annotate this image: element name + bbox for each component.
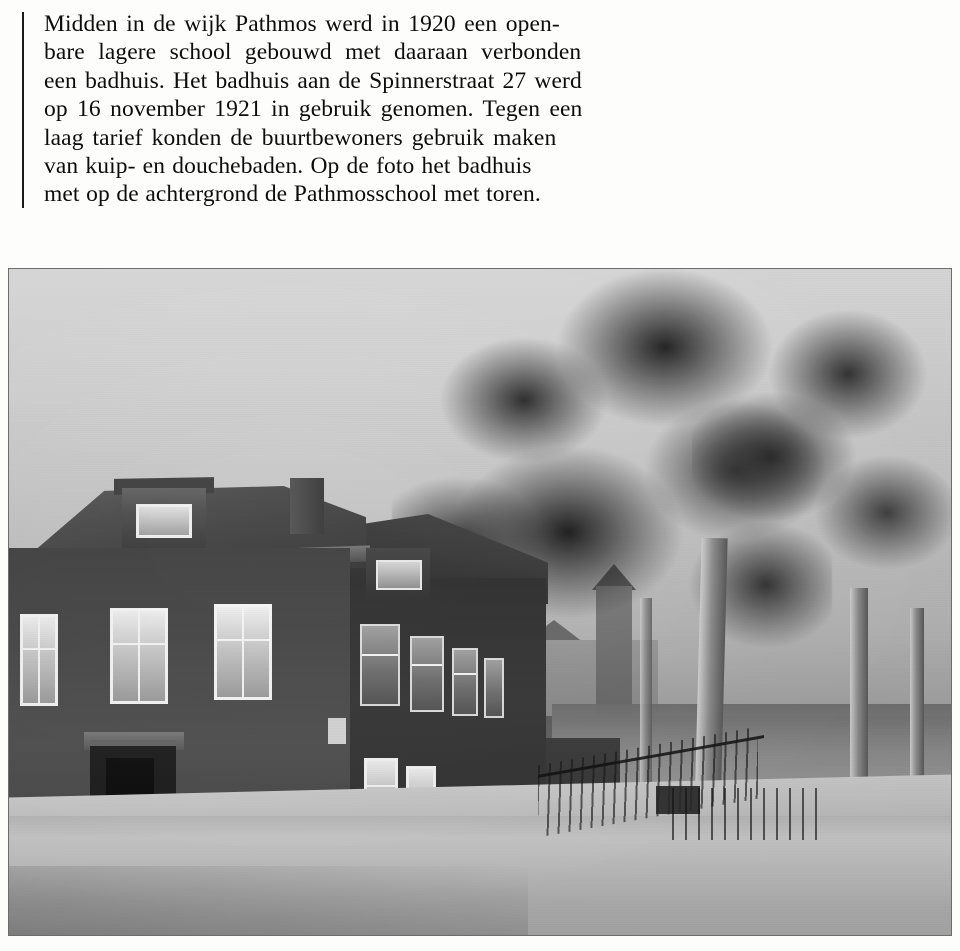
window-right-3 <box>452 648 478 716</box>
window-right-4 <box>484 658 504 718</box>
caption-block <box>0 0 960 209</box>
dormer-window <box>136 504 192 538</box>
caption-text <box>44 10 704 209</box>
caption-vertical-rule <box>22 12 24 208</box>
caption-line-5: laag tarief konden de buurtbewoners gebruik maken <box>44 124 557 151</box>
window-upper-2 <box>110 608 168 704</box>
park-fence <box>672 788 822 840</box>
caption-line-2: bare lagere school gebouwd met daaraan verbonden <box>44 39 582 66</box>
caption-line-4: op 16 november 1921 in gebruik genomen. Tegen een <box>44 96 583 123</box>
window-upper-3 <box>214 604 272 700</box>
window-right-1 <box>360 624 400 706</box>
dormer-secondary-window <box>376 560 422 590</box>
street-shadow <box>8 866 528 936</box>
photograph-image <box>8 268 952 936</box>
caption-inner <box>22 10 704 209</box>
wall-sign <box>328 718 346 744</box>
tree-canopy-right <box>692 308 952 638</box>
photograph <box>8 268 952 936</box>
window-upper-1 <box>20 614 58 706</box>
caption-line-7: met op de achtergrond de Pathmosschool met toren. <box>44 181 541 208</box>
caption-line-6: van kuip- en douchebaden. Op de foto het badhuis <box>44 153 532 180</box>
caption-line-3: een badhuis. Het badhuis aan de Spinnerstraat 27 werd <box>44 67 582 94</box>
caption-line-1: Midden in de wijk Pathmos werd in 1920 een open- <box>44 11 560 37</box>
window-right-2 <box>410 636 444 712</box>
chimney <box>290 478 324 534</box>
